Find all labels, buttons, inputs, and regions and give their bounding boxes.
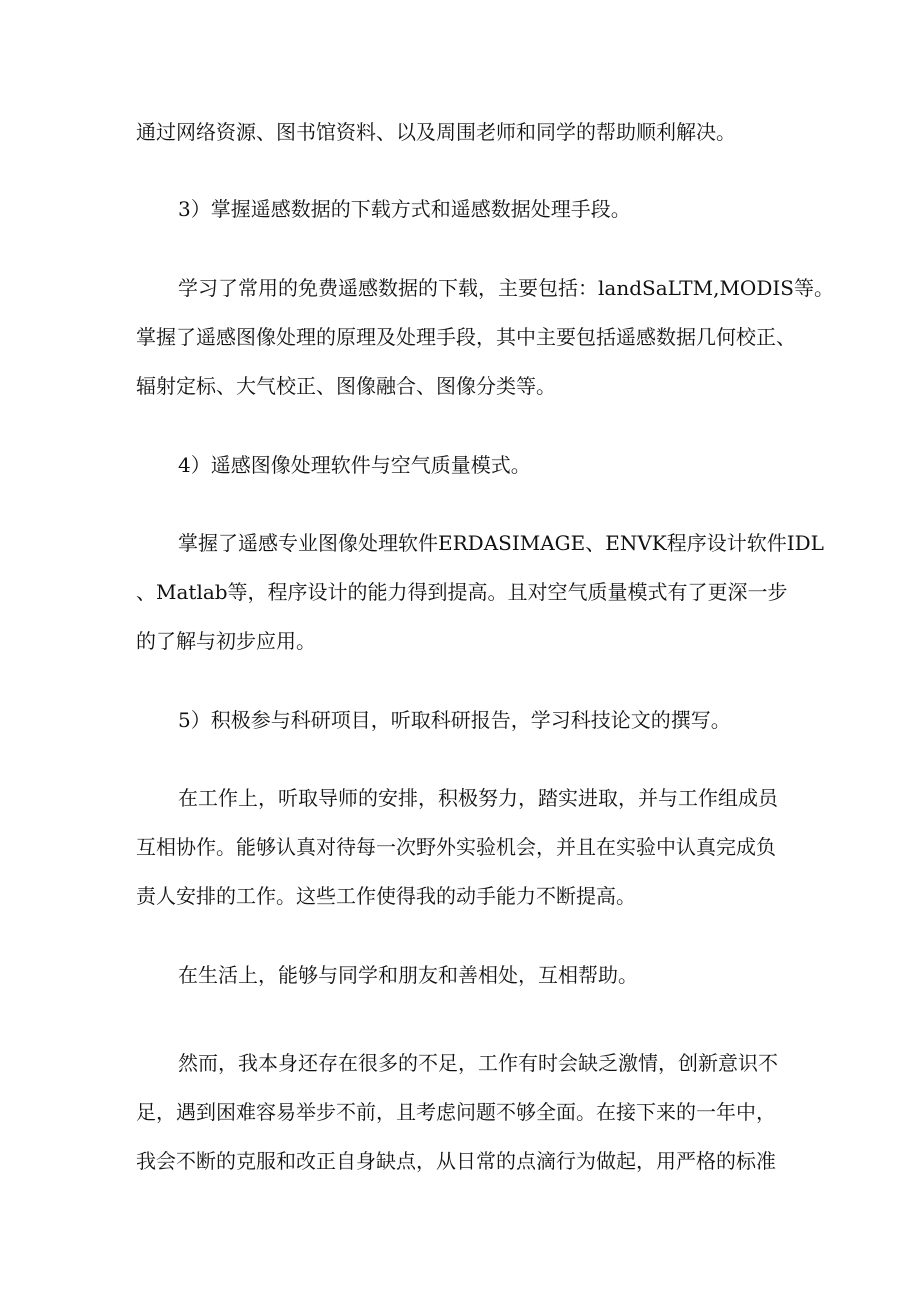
section-heading-5: 5）积极参与科研项目，听取科研报告，学习科技论文的撰写。 (178, 708, 731, 732)
text-line: 互相协作。能够认真对待每一次野外实验机会，并且在实验中认真完成负 (136, 835, 776, 859)
text-line: 、Matlab等，程序设计的能力得到提高。且对空气质量模式有了更深一步 (136, 580, 788, 604)
text-line: 的了解与初步应用。 (136, 629, 316, 653)
text-line: 在工作上，听取导师的安排，积极努力，踏实进取，并与工作组成员 (178, 786, 778, 810)
text-line: 掌握了遥感图像处理的原理及处理手段，其中主要包括遥感数据几何校正、 (136, 325, 796, 349)
text-line: 学习了常用的免费遥感数据的下载，主要包括：landSaLTM,MODIS等。 (178, 276, 834, 300)
text-line: 通过网络资源、图书馆资料、以及周围老师和同学的帮助顺利解决。 (136, 120, 736, 144)
text-line: 在生活上，能够与同学和朋友和善相处，互相帮助。 (178, 963, 638, 987)
text-line: 足，遇到困难容易举步不前，且考虑问题不够全面。在接下来的一年中， (136, 1100, 776, 1124)
section-heading-4: 4）遥感图像处理软件与空气质量模式。 (178, 453, 531, 477)
section-heading-3: 3）掌握遥感数据的下载方式和遥感数据处理手段。 (178, 197, 631, 221)
text-line: 辐射定标、大气校正、图像融合、图像分类等。 (136, 374, 556, 398)
text-line: 然而，我本身还存在很多的不足，工作有时会缺乏激情，创新意识不 (178, 1051, 778, 1075)
text-line: 掌握了遥感专业图像处理软件ERDASIMAGE、ENVK程序设计软件IDL (178, 531, 824, 555)
text-line: 责人安排的工作。这些工作使得我的动手能力不断提高。 (136, 884, 636, 908)
text-line: 我会不断的克服和改正自身缺点，从日常的点滴行为做起，用严格的标准 (136, 1149, 776, 1173)
